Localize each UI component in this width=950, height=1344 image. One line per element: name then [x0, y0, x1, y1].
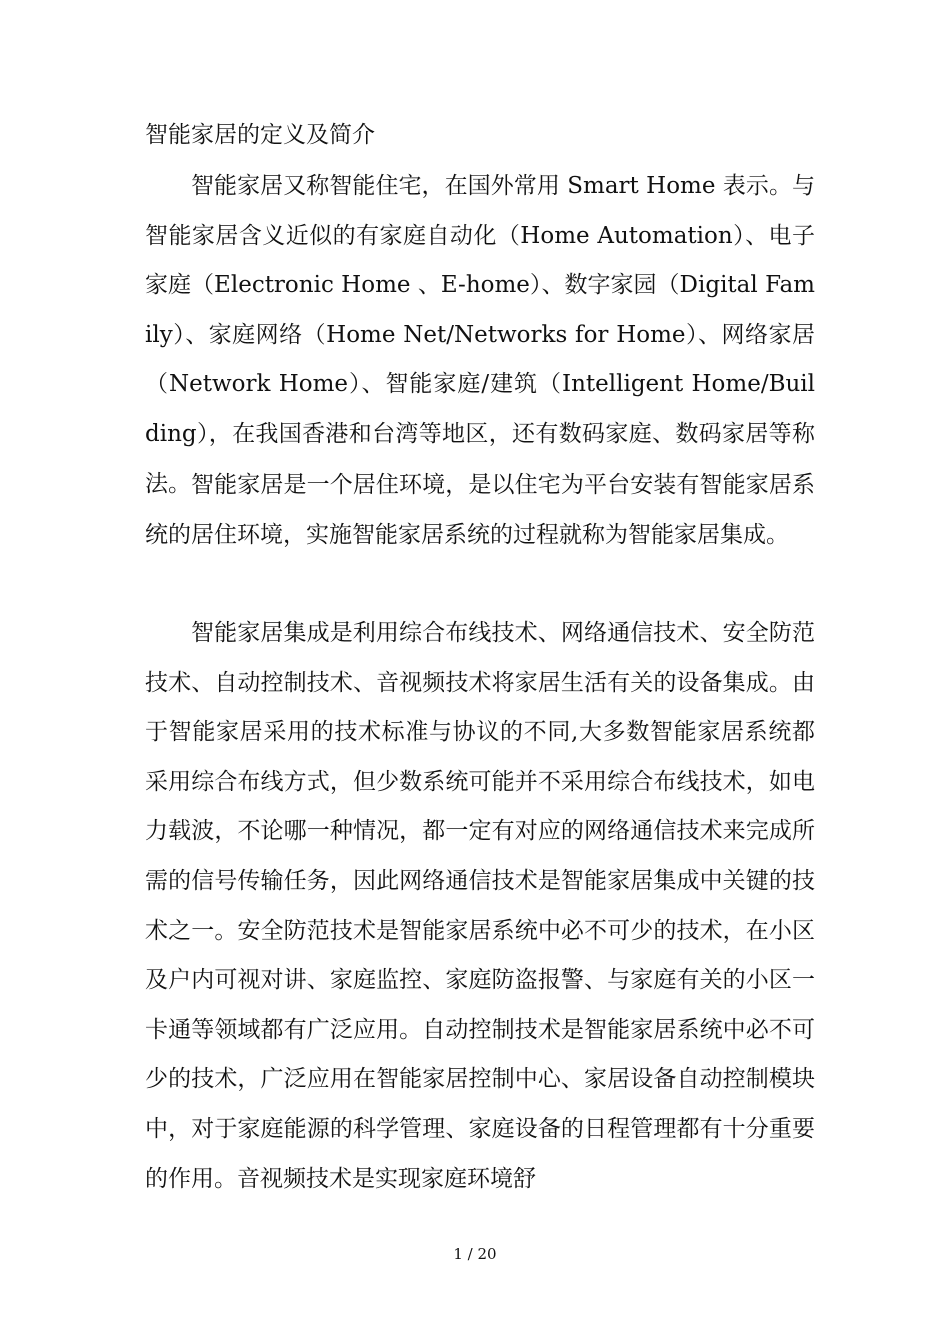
paragraph-definition: 智能家居又称智能住宅，在国外常用 Smart Home 表示。与智能家居含义近似的有家庭自动化（Home Automation）、电子家庭（Electronic Home 、E-home）、数字家园（Digital Family）、家庭网络（Home Net/Networks for Home）、网络家居（Network Home）、智能家庭/建筑（Intelligent Home/Building），在我国香港和台湾等地区，还有数码家庭、数码家居等称法。: [145, 173, 815, 497]
document-title: 智能家居的定义及简介: [145, 122, 375, 148]
paragraph-integration: 智能家居集成是利用综合布线技术、网络通信技术、安全防范技术、自动控制技术、音视频技术将家居生活有关的设备集成。由于智能家居采用的技术标准与协议的不同,大多数智能家居系统都采用综合布线方式，但少数系统可能并不采用综合布线技术，如电力载波，不论哪一种情况，都一定有对应的网络通信技术来完成所需的信号传输任务，因此网络通信技术是智能家居集成中关键的技术之一。安全防范技术是智能家居系统中必不可少的技术，在小区及户内可视对讲、家庭监控、家庭防盗报警、与家庭有关的小区一卡通等领域都有广泛应用。自动控制技术是智能家居系统中必不可少的技术，广泛应用在智能家居控制中心、家居设备自动控制模块中，对于家庭能源的科学管理、家庭设备的日程管理都有十分重要的作用。音视频技术是实现家庭环境舒: [145, 620, 815, 1192]
paragraph-environment: 智能家居是一个居住环境，是以住宅为平台安装有智能家居系统的居住环境，实施智能家居系统的过程就称为智能家居集成。: [145, 472, 815, 548]
page-number: 1 / 20: [453, 1245, 497, 1263]
